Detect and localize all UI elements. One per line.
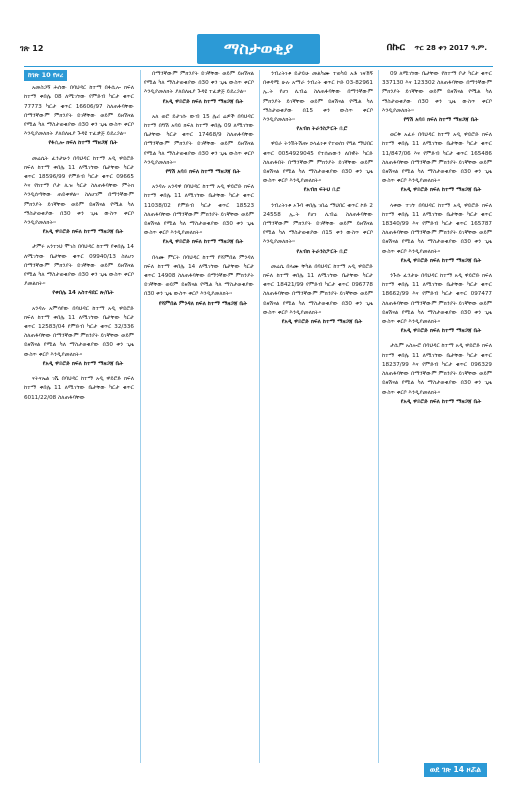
notice-body: ወርቅ አፈሩ በባህዳር ከተማ አዲ ዋይሮድ ክፍለ ከተማ ቀበሌ 11 ለሚገኘው ቤታቸው ካርታ ቁጥር 11/847/06 እና የምድብ ካርታ ቁጥር 165486 ስለጠፋባቸው በማንኛውም ምክንያት ይገኛቸው ወይም ይዘሽናል የሚል ካለ ማስታወቂያው በ30 ቀን ጊዜ ውስጥ ቀርቦ እንዲያመለክት፡፡ [382, 132, 492, 185]
notice [263, 202, 373, 257]
notice-body: መሬሴት ፈንታሁን በባህዳር ከተማ አዲ ዋይሮድ ክፍለ ከተማ ቀበሌ 11 ለሚገኘው ቤታቸው ካርታ ቁጥር 18596/99 የምድብ ካርታ ቁጥር 09665 እና የከተማ ቦታ ሊዝ ካርታ ስለጠፋባቸው ምትክ እንዲሰጣቸው ጠይቀዋል፡፡ ስለሆነም በማንኛውም ምክንያት ይገኛቸው ወይም ይዘሽናል የሚል ካለ ማስታወቂያው በ30 ቀን ጊዜ ውስጥ ቀርቦ እንዲያመለክት፡፡ [24, 155, 134, 227]
notice-signature: የአዲ ዋይሮድ ክፍለ ከተማ ማዘጋጃ ቤት [42, 229, 124, 236]
notice-body: ታምሩ አንተነህ ሞገስ በባህዳር ከተማ የቀበሌ 14 ለሚገኘው ቤታቸው ቁጥር 09940/13 ስለሆነ በማንኛውም ምክንያት ይገኛቸው ወይም ይዘሽናል የሚል ካለ ማስታወቂያው በ30 ቀን ጊዜ ውስጥ ቀርቦ ያመልክት፡፡ [24, 244, 134, 288]
notice [382, 272, 492, 336]
column-3 [263, 70, 373, 763]
notices [263, 70, 373, 327]
notice [24, 375, 134, 403]
notice [263, 70, 373, 134]
notice-body: አንዳሉ አንዳዋ በባህዳር ከተማ አዲ ዋይሮድ ክፍለ ከተማ ቀበሌ 11 ለሚገኘው ቤታቸው ካርታ ቁጥር 11038/02 የምድብ ካርታ ቁጥር 18523 ስለጠፋባቸው በማንኛውም ምክንያት ይገኛቸው ወይም ይዘሽናል የሚል ካለ ማስታወቂያው በ30 ቀን ጊዜ ውስጥ ቀርቦ እንዲያመለክት፡፡ [144, 184, 254, 237]
notice [263, 263, 373, 327]
notice-signature: የአዲ ዋይሮድ ክፍለ ከተማ ማዘጋጃ ቤት [400, 187, 482, 194]
notice-body: አንዳሉ አምሳየው በባህዳር ከተማ አዲ ዋይሮድ ክፍለ ከተማ ቀበሌ 11 ለሚገኘው ቤታቸው ካርታ ቁጥር 12583/04 የምድብ ካርታ ቁጥር 32/336 ስለጠፋባቸው በማንኛውም ምክንያት ይገኛቸው ወይም ይዘሽናል የሚል ካለ ማስታወቂያው በ30 ቀን ጊዜ ውስጥ ቀርቦ እንዲያመለክት፡፡ [24, 305, 134, 358]
notice-signature: የአብክ ትራንስፖርት ቢሮ [296, 126, 348, 133]
notice-signature: የቀበሌ 14 አስተዳደር ጽ/ቤት [52, 290, 114, 297]
notice-signature: የአዲ ዋይሮድ ክፍለ ከተማ ማዘጋጃ ቤት [281, 319, 363, 326]
continued-tag: ከገጽ 10 የዞረ [24, 70, 67, 81]
notice [144, 70, 254, 107]
notice-signature: የሻምበል ምንዳለ ክፍለ ከተማ ማዘጋጃ ቤት [158, 300, 248, 307]
notice-signature: የአዲ ዋይሮድ ክፍለ ከተማ ማዘጋጃ ቤት [400, 398, 482, 405]
notice-body: ንብረትነቱ ኦጉባ ቀበሌ ገበሬ ማህበር ቁጥር ኮድ 2 24558 ኢ.ት የሆነ ሊብሬ ስለጠፋባቸው በማንኛውም ምክንያት ይገኛቸው ወይም ይዘሽናል የሚል ካለ ማስታወቂያው በ15 ቀን ውስጥ ቀርቦ እንዲያመለክት፡፡ [263, 202, 373, 246]
notice [144, 183, 254, 247]
notice-signature: የአዲ ዋይሮድ ክፍለ ከተማ ማዘጋጃ ቤት [400, 257, 482, 264]
notice-signature: የግሽ አባይ ክፍለ ከተማ ማዘጋጃ ቤት [165, 169, 241, 176]
column-divider [259, 70, 260, 763]
header-rule [24, 66, 493, 67]
notice-signature: የግሽ አባይ ክፍለ ከተማ ማዘጋጃ ቤት [403, 117, 479, 124]
notice-signature: የፋሲሎ ክፍለ ከተማ ማዘጋጃ ቤት [48, 140, 118, 147]
continued-on-tag: ወደ ገጽ 14 ዞሯል [424, 763, 487, 777]
notice [24, 243, 134, 298]
notice-signature: የአዲ ዋይሮድ ክፍለ ከተማ ማዘጋጃ ቤት [400, 328, 482, 335]
notice-body: በላሙ ምርት በባህዳር ከተማ የሻምበል ምንዳለ ክፍለ ከተማ ቀበሌ 14 ለሚገኘው ቤታቸው ካርታ ቁጥር 14908 ስለጠፋባቸው በማንኛውም ምክንያት ይገኛቸው ወይም ይዘሽናል የሚል ካለ ማስታወቂያው በ30 ቀን ጊዜ ውስጥ ቀርቦ እንዲያመለክት፡፡ [144, 254, 254, 298]
notice-body: ንጉሱ ፈንታሁ በባህዳር ከተማ አዲ ዋይሮድ ክፍለ ከተማ ቀበሌ 11 ለሚገኘው ቤታቸው ካርታ ቁጥር 18662/99 እና የምድብ ካርታ ቁጥር 097477 ስለጠፋባቸው በማንኛውም ምክንያት ይገኛቸው ወይም ይዘሽናል የሚል ካለ ማስታወቂያው በ30 ቀን ጊዜ ውስጥ ቀርቦ እንዲያመለክት፡፡ [382, 273, 492, 326]
notice [144, 113, 254, 177]
notice-body: ናትናኤል ገሼ በባህዳር ከተማ አዲ ዋይሮድ ክፍለ ከተማ ቀበሌ 11 ለሚገኘው ቤታቸው ካርታ ቁጥር 6011/22/08 ስለጠፋባቸው [24, 376, 134, 401]
masthead [387, 42, 487, 53]
section-title: ማስታወቂያ [197, 34, 320, 64]
issue-date: ጥር 28 ቀን 2017 ዓ.ም. [414, 44, 487, 52]
page-number: ገጽ 12 [20, 44, 44, 53]
notice-body: ዋይራ ትንሽትሽጡ ኃላፊነቱ የተወሰነ የግል ማህበር ቁጥር 0054929045 የተሰጠውን ለበዊት ካርድ ስለጠፋበት በማንኛውም ምክንያት ይገኛቸው ወይም ይዘሽናል የሚል ካለ ማስታወቂያው በ30 ቀን ጊዜ ውስጥ ቀርቦ እንዲያመለክት፡፡ [263, 141, 373, 185]
column-divider [378, 70, 379, 763]
notice [382, 342, 492, 406]
notice-body: ላቀው ተገኘ በባህዳር ከተማ አዲ ዋይሮድ ክፍለ ከተማ ቀበሌ 11 ለሚገኘው ቤታቸው ካርታ ቁጥር 18340/99 እና የምድብ ካርታ ቁጥር 165787 ስለጠፋባቸው በማንኛውም ምክንያት ይገኛቸው ወይም ይዘሽናል የሚል ካለ ማስታወቂያው በ30 ቀን ጊዜ ውስጥ ቀርቦ እንዲያመለክት፡፡ [382, 202, 492, 255]
notice-body: በማንኛውም ምክንያት ይገኛቸው ወይም ይዘሽናል የሚል ካለ ማስታወቂያው በ30 ቀን ጊዜ ውስጥ ቀርቦ እንዲያመለክት ያለበለዚያ ጉዳዩ ተፈቃጅ ይደረጋል፡፡ [144, 71, 254, 96]
notice [24, 84, 134, 148]
notice-body: መሬሴ በላሙ ቸካል በባህዳር ከተማ አዲ ዋይሮድ ክፍለ ከተማ ቀበሌ 11 ለሚገኘው ቤታቸው ካርታ ቁጥር 18421/99 የምድብ ካርታ ቁጥር 096778 ስለጠፋባቸው በማንኛውም ምክንያት ይገኛቸው ወይም ይዘሽናል የሚል ካለ ማስታወቂያው በ30 ቀን ጊዜ ውስጥ ቀርቦ እንዲያመለክት፡፡ [263, 263, 373, 316]
column-4 [382, 70, 492, 763]
notice-body: አመስጋኝ ሕሰው በባህዳር ከተማ በፋሲሎ ክፍለ ከተማ ቀበሌ 08 ለሚገኘው የምድብ ካርታ ቁጥር 77773 ካርታ ቁጥር 16606/97 ስለጠፋባቸው በማንኛውም ምክንያት ይገኛቸው ወይም ይዘሽናል የሚል ካለ ማስታወቂያው በ30 ቀን ጊዜ ውስጥ ቀርቦ እንዲያመለክት ያለበለዚያ ጉዳዩ ተፈቃጅ ይደረጋል፡፡ [24, 85, 134, 138]
notice-body: ንብረትነቱ ይታይሁ መልካሙ ተወካይ አቶ ገዛኸኝ በቀዳሚ ሁሉ አማራ ንብረት ቁጥር ኮድ 03-82961 ኢ.ት የሆነ ሊብሬ ስለጠፋባቸው በማንኛውም ምክንያት ይገኛቸው ወይም ይዘሽናል የሚል ካለ ማስታወቂያው በ15 ቀን ውስጥ ቀርቦ እንዲያመለክት፡፡ [263, 71, 373, 124]
notices [144, 70, 254, 309]
newspaper-name: በኩር [386, 42, 405, 53]
notice [144, 254, 254, 309]
notice [382, 131, 492, 195]
column-1 [24, 70, 134, 763]
notices [24, 84, 134, 403]
column-2 [144, 70, 254, 763]
notice [24, 155, 134, 238]
notice-signature: የአዲ ዋይሮድ ክፍለ ከተማ ማዘጋጃ ቤት [162, 98, 244, 105]
notice-signature: የአዲ ዋይሮድ ክፍለ ከተማ ማዘጋጃ ቤት [162, 239, 244, 246]
notice-body: ታሲም አስሎሮ በባህዳር ከተማ አዲ ዋይሮድ ክፍለ ከተማ ቀበሌ 11 ለሚገኘው ቤታቸው ካርታ ቁጥር 18237/99 እና የምድብ ካርታ ቁጥር 096329 ስለጠፋባቸው በማንኛውም ምክንያት ይገኛቸው ወይም ይዘሽናል የሚል ካለ ማስታወቂያው በ30 ቀን ጊዜ ውስጥ ቀርቦ እንዲያመለክት፡፡ [382, 343, 492, 396]
notices [382, 70, 492, 407]
notice-signature: የአብክ ፍትህ ቢሮ [303, 187, 341, 194]
notice [24, 305, 134, 369]
notice [263, 140, 373, 195]
notice [382, 202, 492, 266]
notice-signature: የአብክ ትራንስፖርት ቢሮ [296, 248, 348, 255]
notice [382, 70, 492, 125]
column-divider [140, 70, 141, 763]
notice-signature: የአዲ ዋይሮድ ክፍለ ከተማ ማዘጋጃ ቤት [42, 360, 124, 367]
notice-body: አለ ወሮ ይታገሱ ውብ 15 ሌሪ ሬዎች በባህዳር ከተማ በግሽ አባይ ክፍለ ከተማ ቀበሌ 09 ለሚገኘው ቤታቸው ካርታ ቁጥር 17468/9 ስለጠፋባቸው በማንኛውም ምክንያት ይገኛቸው ወይም ይዘሽናል የሚል ካለ ማስታወቂያው በ30 ቀን ጊዜ ውስጥ ቀርቦ እንዲያመለክት፡፡ [144, 113, 254, 166]
notice-body: 09 ለሚገኘው ቤታቸው የከተማ ቦታ ካርታ ቁጥር 337130 እና 123302 ስለጠፋባቸው በማንኛውም ምክንያት ይገኛቸው ወይም ይዘሽናል የሚል ካለ ማስታወቂያው በ30 ቀን ጊዜ ውስጥ ቀርቦ እንዲያመለክት፡፡ [382, 71, 492, 114]
